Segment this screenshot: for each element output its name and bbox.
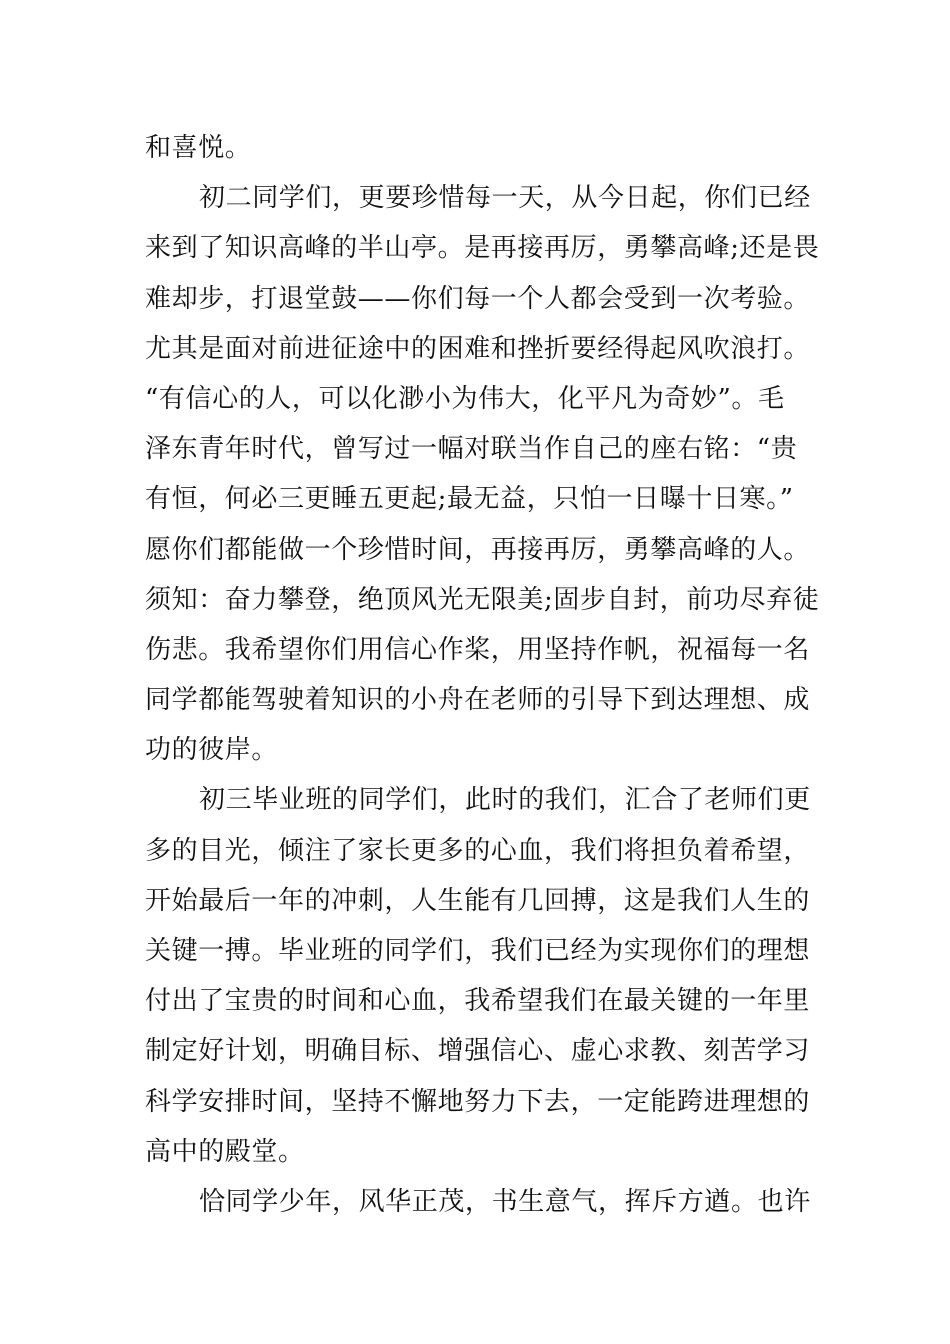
text-line: 泽东青年时代，曾写过一幅对联当作自己的座右铭：“贵	[145, 434, 798, 465]
text-line: 难却步，打退堂鼓——你们每一个人都会受到一次考验。	[145, 283, 811, 314]
paragraph-first-line: 初二同学们，更要珍惜每一天，从今日起，你们已经	[199, 183, 811, 214]
text-line: 和喜悦。	[145, 133, 252, 163]
text-line: 开始最后一年的冲刺，人生能有几回搏，这是我们人生的	[145, 885, 811, 916]
text-line: 尤其是面对前进征途中的困难和挫折要经得起风吹浪打。	[145, 333, 811, 364]
paragraph-first-line: 恰同学少年，风华正茂，书生意气，挥斥方遒。也许	[199, 1186, 811, 1217]
text-line: 付出了宝贵的时间和心血，我希望我们在最关键的一年里	[145, 986, 811, 1017]
text-line: 功的彼岸。	[145, 735, 279, 766]
text-line: 制定好计划，明确目标、增强信心、虚心求教、刻苦学习	[145, 1036, 811, 1067]
text-line: 伤悲。我希望你们用信心作桨，用坚持作帆，祝福每一名	[145, 634, 811, 665]
text-line: 来到了知识高峰的半山亭。是再接再厉，勇攀高峰;还是畏	[145, 233, 820, 264]
paragraph-first-line: 初三毕业班的同学们，此时的我们，汇合了老师们更	[199, 785, 811, 816]
text-line: 多的目光，倾注了家长更多的心血，我们将担负着希望，	[145, 835, 811, 866]
document-body	[145, 123, 820, 1227]
text-line: 高中的殿堂。	[145, 1136, 305, 1167]
text-line: “有信心的人，可以化渺小为伟大，化平凡为奇妙”。毛	[145, 383, 785, 414]
text-line: 须知：奋力攀登，绝顶风光无限美;固步自封，前功尽弃徒	[145, 584, 820, 615]
text-line: 关键一搏。毕业班的同学们，我们已经为实现你们的理想	[145, 936, 811, 966]
text-line: 有恒，何必三更睡五更起;最无益，只怕一日曝十日寒。”	[145, 484, 794, 515]
text-line: 科学安排时间，坚持不懈地努力下去，一定能跨进理想的	[145, 1086, 811, 1117]
text-line: 愿你们都能做一个珍惜时间，再接再厉，勇攀高峰的人。	[145, 534, 811, 565]
text-line: 同学都能驾驶着知识的小舟在老师的引导下到达理想、成	[145, 685, 811, 716]
